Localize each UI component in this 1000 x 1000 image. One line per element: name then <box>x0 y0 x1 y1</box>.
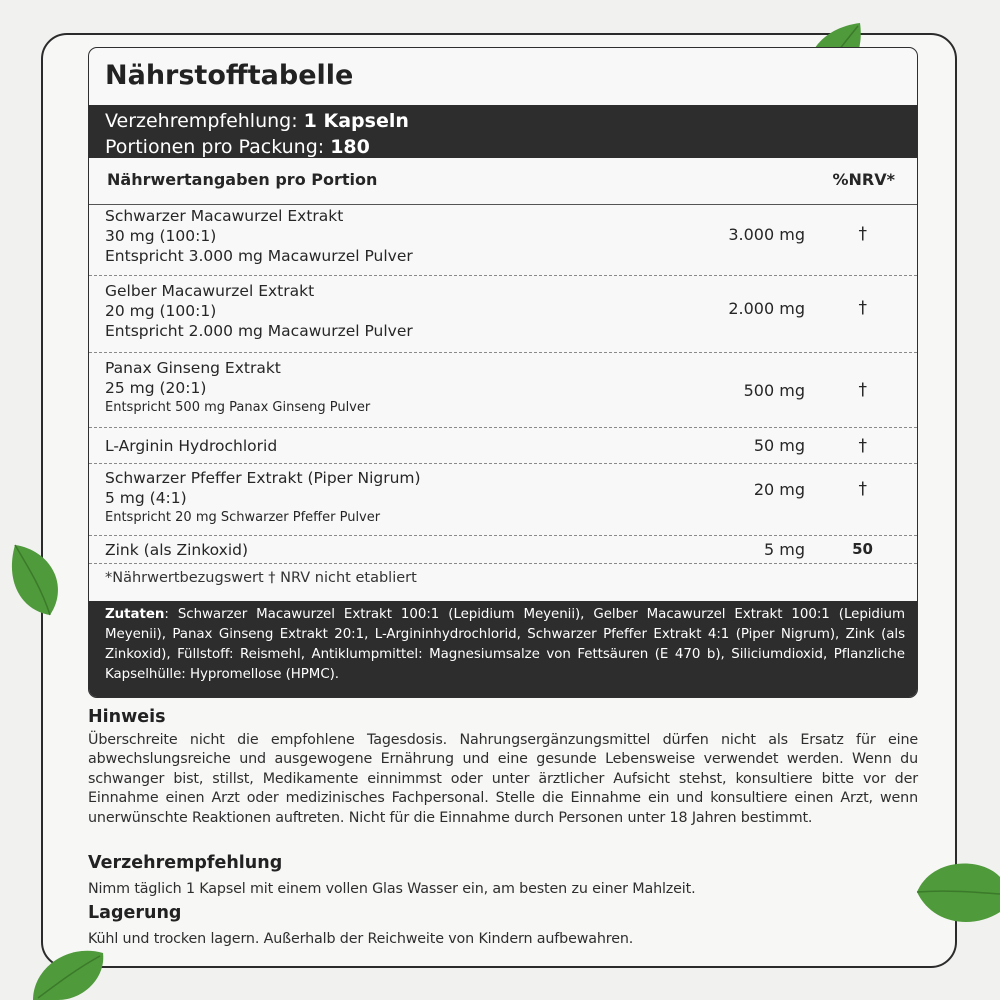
row-equivalent: Entspricht 20 mg Schwarzer Pfeffer Pulver <box>105 510 381 525</box>
leaf-bottom-right <box>912 852 1000 932</box>
portions-value: 180 <box>330 136 370 158</box>
nutrition-panel <box>88 47 918 698</box>
row-amount: 50 mg <box>753 436 805 455</box>
row-amount: 3.000 mg <box>728 225 805 244</box>
row-nrv: † <box>858 224 867 244</box>
table-row <box>89 428 917 464</box>
panel-title: Nährstofftabelle <box>105 60 354 91</box>
row-amount: 20 mg <box>753 480 805 499</box>
header-right: %NRV* <box>832 170 895 189</box>
section-text-verzehrempfehlung: Nimm täglich 1 Kapsel mit einem vollen Glas Wasser ein, am besten zu einer Mahlzeit. <box>88 881 696 897</box>
row-equivalent: Entspricht 500 mg Panax Ginseng Pulver <box>105 400 371 415</box>
header-left: Nährwertangaben pro Portion <box>107 170 378 189</box>
section-text-hinweis: Überschreite nicht die empfohlene Tagesdosis. Nahrungsergänzungsmittel dürfen nicht als Ersatz für eine abwechslungsreiche und ausgewogene Ernährung und eine gesunde Lebensweise verwendet werden. Wenn du schwanger bist, stillst, Medikamente einnimmst oder unter ärztlicher Aufsicht stehst, konsultiere bitte vor der Einnahme einen Arzt oder medizinisches Fachpersonal. Stelle die Einnahme ein und konsultiere einen Arzt, wenn unerwünschte Reaktionen auftreten. Nicht für die Einnahme durch Personen unter 18 Jahren bestimmt. <box>88 732 918 826</box>
row-name: Zink (als Zinkoxid) <box>105 541 249 559</box>
row-name: L-Arginin Hydrochlorid <box>105 437 278 455</box>
row-name: Panax Ginseng Extrakt <box>105 359 281 377</box>
table-row <box>89 204 917 276</box>
dose-label: Verzehrempfehlung: <box>105 110 304 132</box>
row-nrv: † <box>858 479 867 499</box>
section-heading-lagerung: Lagerung <box>88 903 182 923</box>
ingredients-list: : Schwarzer Macawurzel Extrakt 100:1 (Lepidium Meyenii), Gelber Macawurzel Extrakt 100:1 (Lepidium Meyenii), Panax Ginseng Extrakt 20:1, L-Argininhydrochlorid, Schwarzer Pfeffer Extrakt 4:1 (Piper Nigrum), Zink (als Zinkoxid), Füllstoff: Reismehl, Antiklumpmittel: Magnesiumsalze von Fettsäuren (E 470 b), Siliciumdioxid, Pflanzliche Kapselhülle: Hypromellose (HPMC). <box>105 607 905 682</box>
row-sub: 20 mg (100:1) <box>105 302 217 320</box>
row-equivalent: Entspricht 2.000 mg Macawurzel Pulver <box>105 322 413 340</box>
row-name: Gelber Macawurzel Extrakt <box>105 282 315 300</box>
row-name: Schwarzer Macawurzel Extrakt <box>105 207 344 225</box>
row-sub: 30 mg (100:1) <box>105 227 217 245</box>
table-row <box>89 464 917 536</box>
ingredients-text <box>105 605 905 685</box>
leaf-left <box>0 540 70 620</box>
row-amount: 2.000 mg <box>728 299 805 318</box>
dose-value: 1 Kapseln <box>303 110 409 132</box>
section-heading-verzehrempfehlung: Verzehrempfehlung <box>88 853 283 873</box>
row-sub: 25 mg (20:1) <box>105 379 207 397</box>
row-sub: 5 mg (4:1) <box>105 489 187 507</box>
row-nrv: † <box>858 298 867 318</box>
table-row <box>89 536 917 564</box>
table-header <box>89 158 917 205</box>
row-amount: 500 mg <box>743 381 805 400</box>
table-row <box>89 276 917 353</box>
section-heading-hinweis: Hinweis <box>88 707 166 727</box>
row-nrv: † <box>858 380 867 400</box>
ingredients-box <box>89 601 917 698</box>
serving-info <box>105 108 409 160</box>
row-nrv: 50 <box>852 540 873 558</box>
row-nrv: † <box>858 436 867 456</box>
row-equivalent: Entspricht 3.000 mg Macawurzel Pulver <box>105 247 413 265</box>
row-amount: 5 mg <box>763 540 805 559</box>
row-name: Schwarzer Pfeffer Extrakt (Piper Nigrum) <box>105 469 421 487</box>
portions-label: Portionen pro Packung: <box>105 136 331 158</box>
footnote: *Nährwertbezugswert † NRV nicht etabliert <box>105 570 417 586</box>
table-row <box>89 353 917 428</box>
section-text-lagerung: Kühl und trocken lagern. Außerhalb der Reichweite von Kindern aufbewahren. <box>88 931 634 947</box>
ingredients-label: Zutaten <box>105 607 165 622</box>
